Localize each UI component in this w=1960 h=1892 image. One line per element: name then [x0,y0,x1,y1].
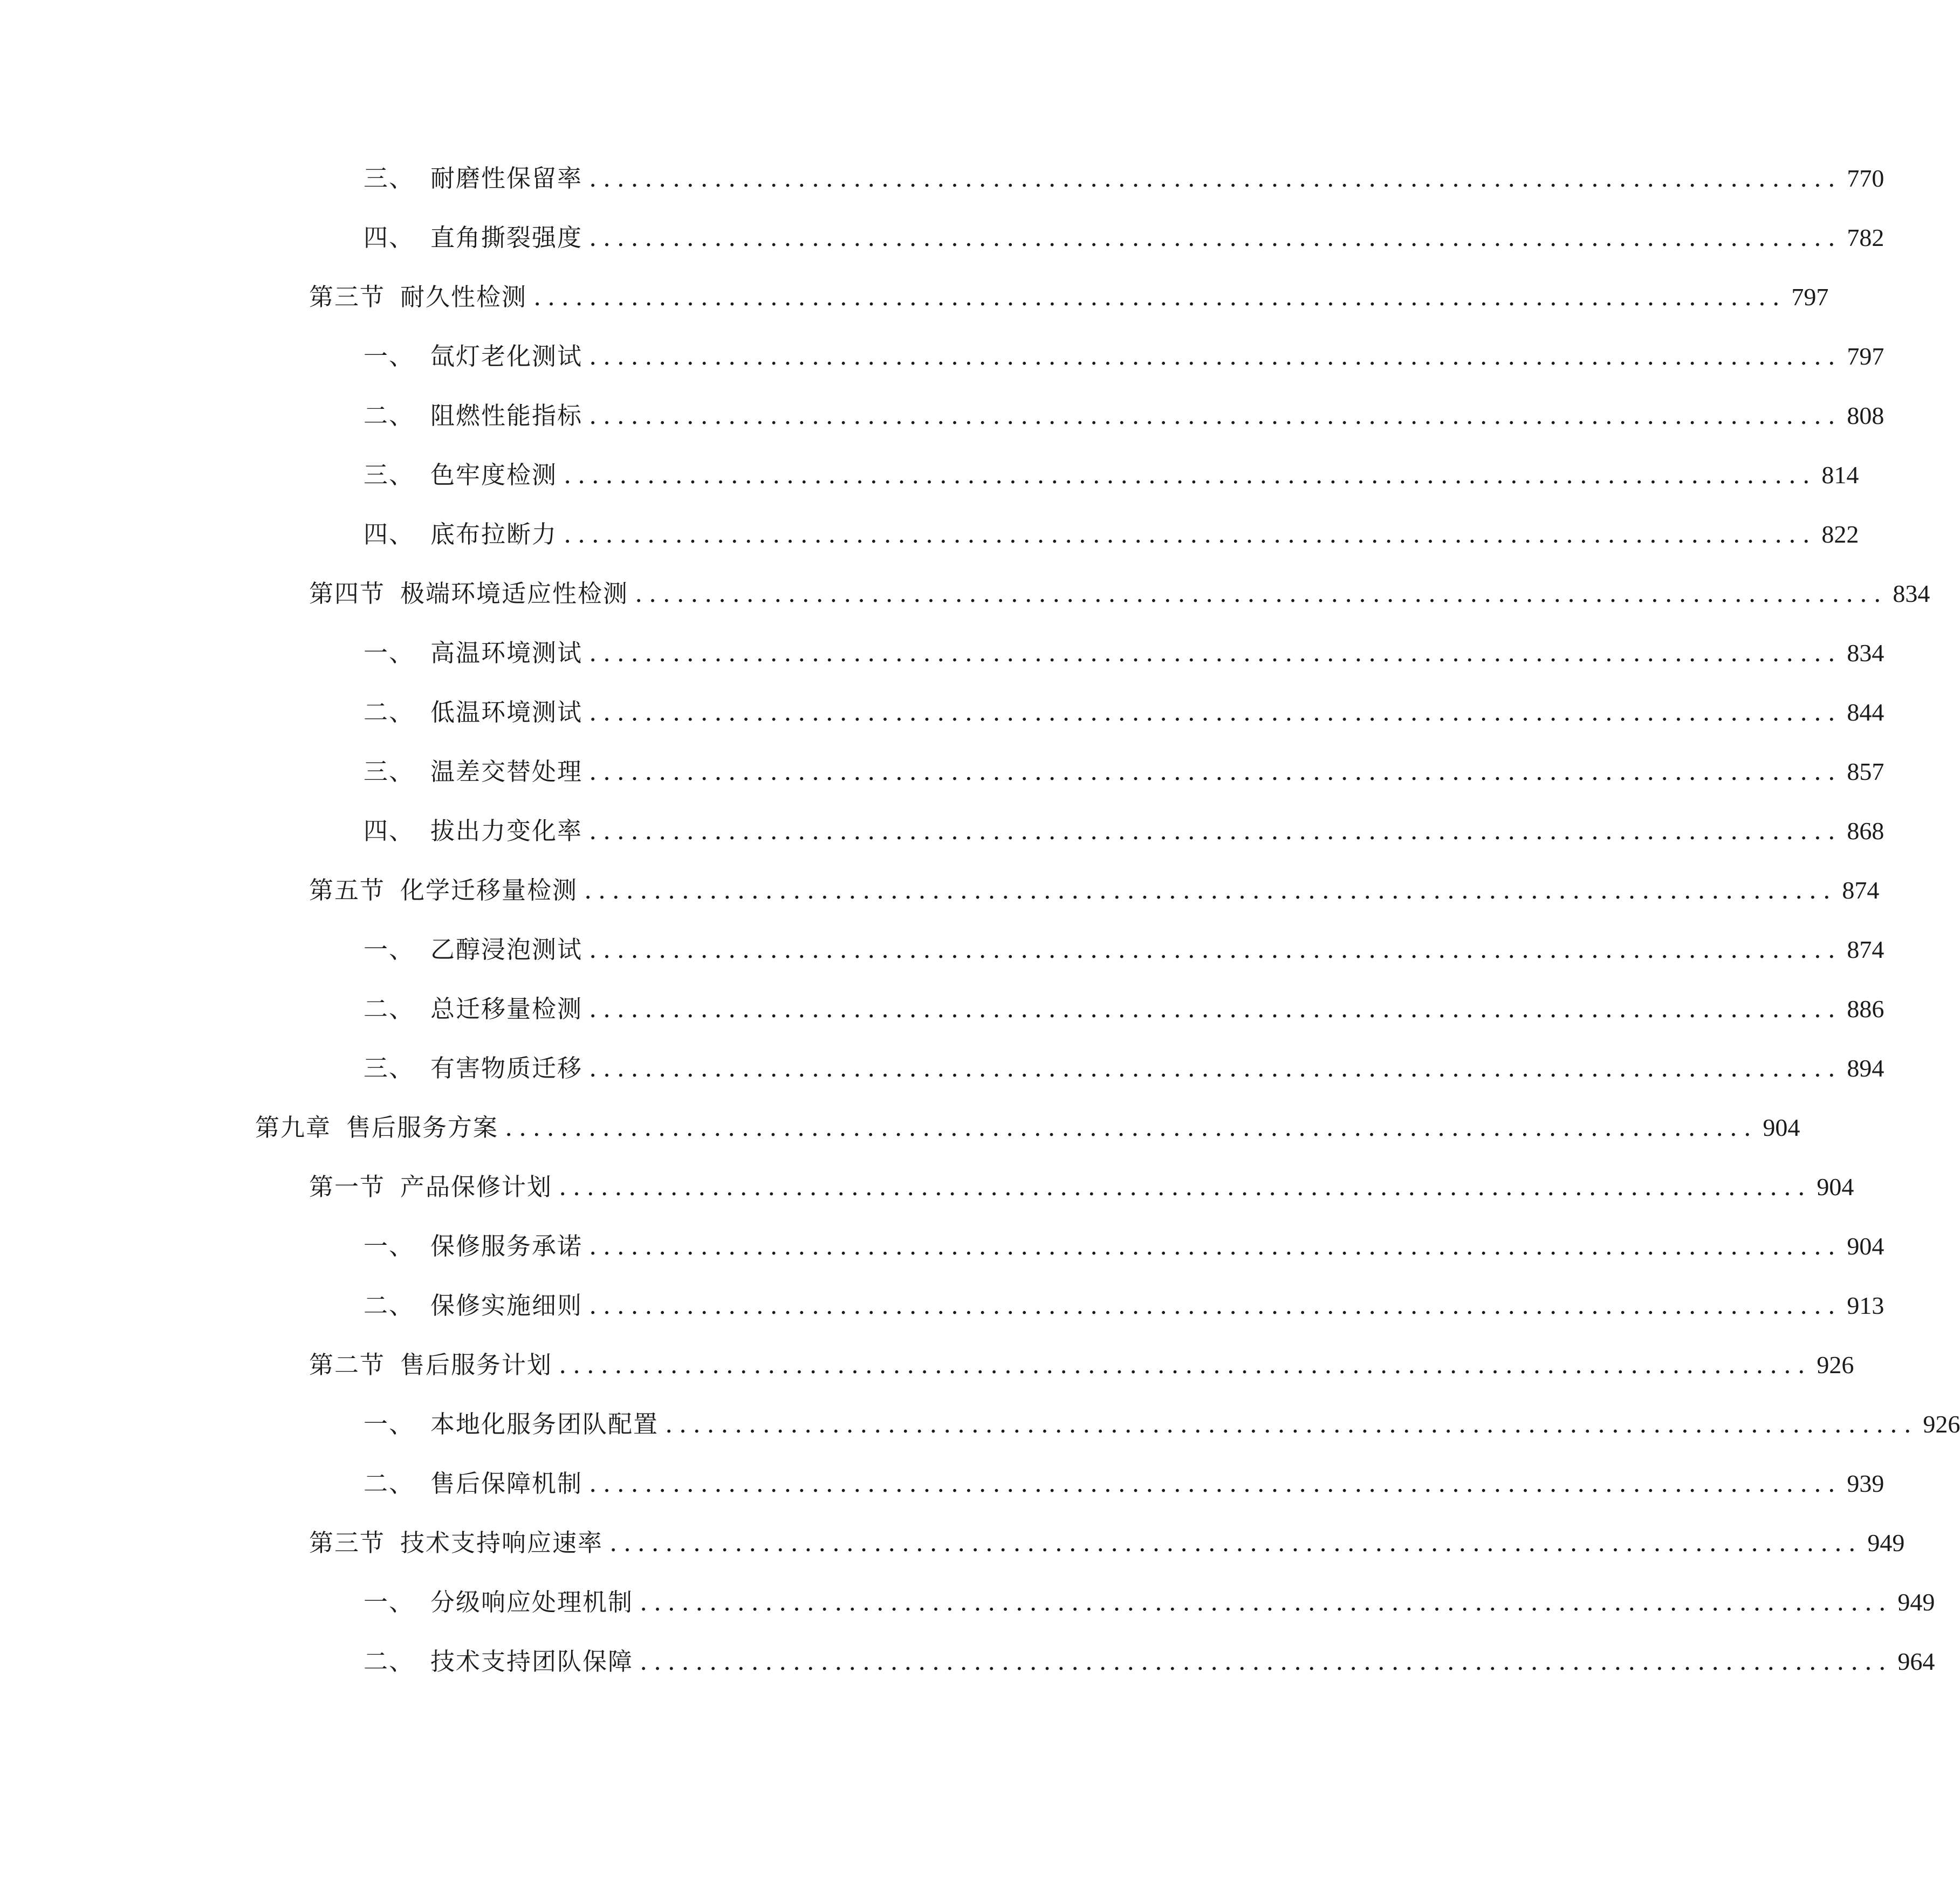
toc-entry[interactable] [309,872,1880,909]
toc-entry-page: 808 [1847,402,1884,429]
toc-entry-page: 913 [1847,1292,1884,1319]
toc-entry-page: 782 [1847,224,1884,251]
toc-entry[interactable] [364,1643,1935,1681]
toc-entry-title: 拔出力变化率 [430,817,583,845]
toc-entry[interactable] [364,1583,1935,1621]
toc-entry-number: 第三节 [309,283,386,311]
toc-dot-leader: .......................................................................................... [589,935,1842,964]
toc-entry[interactable] [364,1287,1884,1325]
toc-dot-leader: .......................................................................................... [665,1410,1918,1438]
toc-entry-title: 技术支持响应速率 [400,1528,604,1557]
toc-entry-title: 技术支持团队保障 [430,1647,634,1676]
toc-entry-page: 814 [1821,461,1859,489]
toc-entry-number: 一、 [364,1410,415,1438]
toc-entry-title: 低温环境测试 [430,698,583,726]
toc-entry-page: 886 [1847,995,1884,1023]
toc-entry[interactable] [364,990,1884,1028]
toc-dot-leader: .......................................................................................... [589,164,1842,193]
toc-entry-page: 770 [1847,164,1884,192]
toc-entry-title: 有害物质迁移 [430,1054,583,1082]
toc-entry-number: 第三节 [309,1528,386,1557]
toc-dot-leader: .......................................................................................... [640,1647,1893,1676]
toc-entry-number: 二、 [364,1469,415,1498]
toc-entry[interactable] [309,1346,1854,1384]
toc-dot-leader: .......................................................................................... [589,1054,1842,1082]
toc-entry[interactable] [364,516,1859,553]
toc-entry-page: 949 [1867,1529,1905,1557]
toc-entry-page: 844 [1847,698,1884,726]
toc-entry-title: 售后保障机制 [430,1469,583,1498]
toc-entry-title: 售后服务计划 [400,1351,553,1379]
toc-entry-number: 第五节 [309,876,386,904]
toc-entry-page: 868 [1847,817,1884,845]
toc-entry-title: 底布拉断力 [430,520,558,549]
toc-entry-page: 874 [1847,936,1884,963]
toc-entry-number: 二、 [364,698,415,726]
toc-dot-leader: .......................................................................................... [589,1232,1842,1260]
toc-entry-title: 总迁移量检测 [430,995,583,1023]
toc-dot-leader: .......................................................................................... [609,1528,1862,1557]
toc-entry-number: 二、 [364,1291,415,1320]
toc-entry-page: 822 [1821,520,1859,548]
toc-entry-number: 三、 [364,757,415,786]
toc-dot-leader: .......................................................................................... [635,579,1888,608]
toc-dot-leader: .......................................................................................... [505,1113,1758,1142]
toc-entry-number: 三、 [364,461,415,489]
toc-entry-number: 四、 [364,817,415,845]
toc-dot-leader: .......................................................................................... [589,639,1842,667]
toc-entry-number: 三、 [364,164,415,193]
toc-entry[interactable] [364,1406,1960,1443]
toc-entry-number: 一、 [364,935,415,964]
toc-entry[interactable] [364,456,1859,494]
toc-entry-page: 797 [1791,283,1829,311]
toc-entry-number: 二、 [364,995,415,1023]
toc-dot-leader: .......................................................................................... [564,461,1817,489]
toc-dot-leader: .......................................................................................... [640,1588,1893,1616]
toc-entry[interactable] [364,812,1884,850]
toc-entry-number: 四、 [364,223,415,252]
toc-entry-title: 产品保修计划 [400,1173,553,1201]
toc-entry[interactable] [364,753,1884,791]
toc-entry[interactable] [364,338,1884,375]
toc-entry-page: 926 [1817,1351,1854,1379]
toc-entry-title: 乙醇浸泡测试 [430,935,583,964]
toc-entry-title: 极端环境适应性检测 [400,579,629,608]
toc-entry-number: 第四节 [309,579,386,608]
toc-entry-page: 834 [1893,580,1930,607]
toc-entry-title: 分级响应处理机制 [430,1588,634,1616]
toc-dot-leader: .......................................................................................... [589,995,1842,1023]
toc-entry[interactable] [364,1228,1884,1265]
toc-entry-title: 本地化服务团队配置 [430,1410,659,1438]
toc-entry-page: 857 [1847,758,1884,785]
toc-dot-leader: .......................................................................................... [589,698,1842,726]
toc-dot-leader: .......................................................................................... [564,520,1817,549]
toc-entry-title: 直角撕裂强度 [430,223,583,252]
toc-dot-leader: .......................................................................................... [589,817,1842,845]
toc-entry[interactable] [309,1168,1854,1206]
toc-entry[interactable] [364,1050,1884,1087]
toc-dot-leader: .......................................................................................... [589,757,1842,786]
toc-entry[interactable] [364,634,1884,672]
toc-entry-number: 二、 [364,401,415,430]
toc-entry-title: 高温环境测试 [430,639,583,667]
toc-entry-number: 四、 [364,520,415,549]
toc-dot-leader: .......................................................................................... [533,283,1786,311]
toc-dot-leader: .......................................................................................... [559,1351,1812,1379]
toc-dot-leader: .......................................................................................... [589,1469,1842,1498]
toc-dot-leader: .......................................................................................... [589,223,1842,252]
toc-entry[interactable] [309,1524,1905,1562]
toc-entry[interactable] [364,694,1884,731]
toc-entry[interactable] [255,1109,1800,1147]
toc-entry[interactable] [309,575,1930,613]
toc-entry[interactable] [364,160,1884,197]
toc-entry-page: 964 [1897,1648,1935,1675]
toc-entry-number: 一、 [364,639,415,667]
toc-entry-number: 第二节 [309,1351,386,1379]
toc-entry-number: 一、 [364,1588,415,1616]
toc-entry-number: 第一节 [309,1173,386,1201]
toc-dot-leader: .......................................................................................... [589,342,1842,371]
toc-entry-title: 色牢度检测 [430,461,558,489]
toc-entry-title: 售后服务方案 [346,1113,499,1142]
toc-entry-title: 阻燃性能指标 [430,401,583,430]
toc-entry-title: 化学迁移量检测 [400,876,578,904]
toc-entry[interactable] [364,931,1884,969]
toc-entry-page: 797 [1847,342,1884,370]
toc-dot-leader: .......................................................................................... [584,876,1837,904]
toc-entry-page: 894 [1847,1054,1884,1082]
toc-entry[interactable] [364,219,1884,257]
toc-entry-title: 保修实施细则 [430,1291,583,1320]
toc-entry-page: 949 [1897,1588,1935,1616]
toc-entry-number: 三、 [364,1054,415,1082]
toc-entry-page: 939 [1847,1470,1884,1497]
toc-entry-page: 904 [1763,1114,1800,1141]
toc-entry[interactable] [309,278,1829,316]
toc-dot-leader: .......................................................................................... [559,1173,1812,1201]
toc-entry[interactable] [364,1465,1884,1503]
toc-entry-number: 二、 [364,1647,415,1676]
toc-entry-title: 耐久性检测 [400,283,527,311]
toc-entry-page: 874 [1842,876,1880,904]
toc-entry-title: 耐磨性保留率 [430,164,583,193]
toc-entry-page: 834 [1847,639,1884,667]
toc-entry[interactable] [364,397,1884,435]
toc-entry-page: 926 [1923,1410,1960,1438]
toc-entry-page: 904 [1847,1232,1884,1260]
toc-entry-number: 一、 [364,342,415,371]
toc-entry-page: 904 [1817,1173,1854,1201]
toc-entry-title: 氙灯老化测试 [430,342,583,371]
toc-entry-number: 一、 [364,1232,415,1260]
toc-dot-leader: .......................................................................................... [589,401,1842,430]
toc-entry-title: 温差交替处理 [430,757,583,786]
toc-dot-leader: .......................................................................................... [589,1291,1842,1320]
toc-entry-title: 保修服务承诺 [430,1232,583,1260]
toc-entry-number: 第九章 [255,1113,332,1142]
